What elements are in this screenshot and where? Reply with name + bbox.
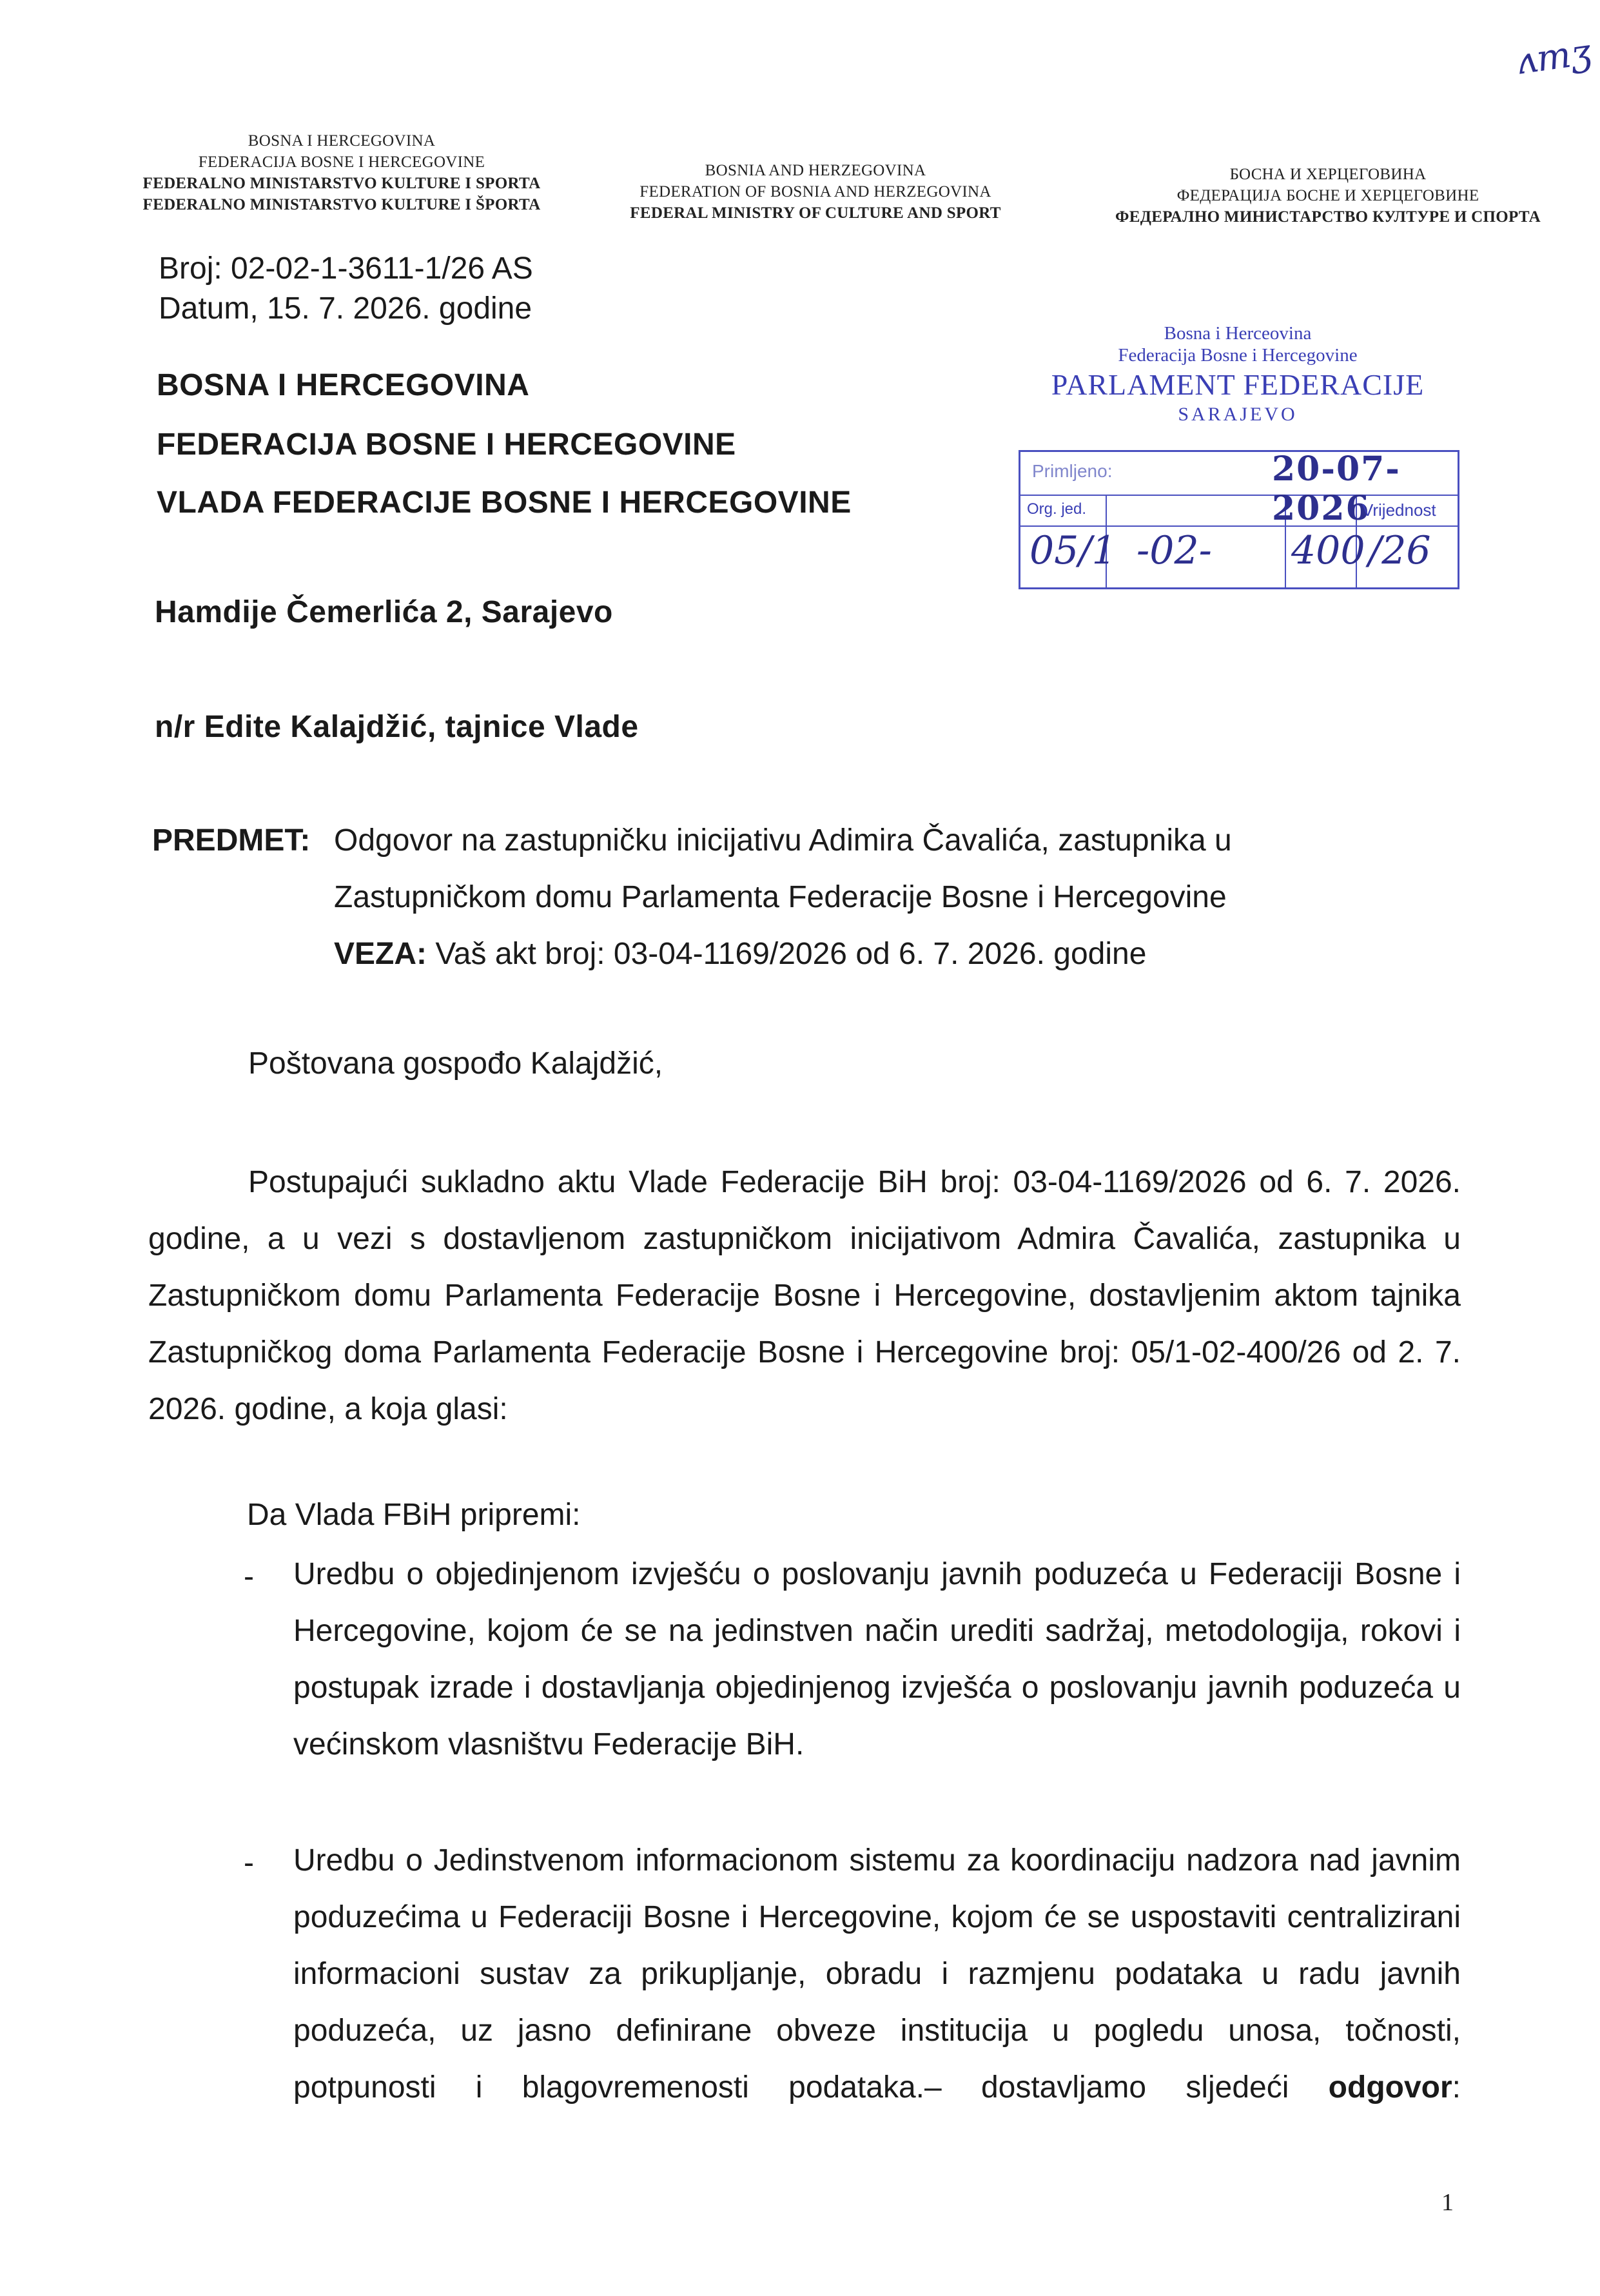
page-number: 1 [1441,2189,1454,2216]
header-center-line-1: BOSNIA AND HERZEGOVINA [705,162,926,179]
subject-veza-text: Vaš akt broj: 03-04-1169/2026 od 6. 7. 2026. godine [435,937,1147,971]
subject-line-2: Zastupničkom domu Parlamenta Federacije Bosne i Hercegovine [334,880,1227,914]
header-left [97,130,587,215]
header-center-line-2: FEDERATION OF BOSNIA AND HERZEGOVINA [639,183,991,201]
header-right-line-1: БОСНА И ХЕРЦЕГОВИНА [1229,166,1427,183]
header-center [593,160,1038,224]
recipient-attention: n/r Edite Kalajdžić, tajnice Vlade [155,710,639,744]
recipient-line-3: VLADA FEDERACIJE BOSNE I HERCEGOVINE [157,486,852,520]
bullet-1: Uredbu o objedinjenom izvješću o poslovanju javnih poduzeća u Federaciji Bosne i Hercegovine, kojom će se na jedinstven način urediti sadržaj, metodologija, rokovi i postupak izrade i dostavljanja objedinjenog izvješća o poslovanju javnih poduzeća u većinskom vlasništvu Federacije BiH. [293,1557,1461,1761]
subject-veza-label: VEZA: [334,937,427,971]
handwritten-initials: ʌmʒ [1514,31,1594,83]
header-right-line-3: ФЕДЕРАЛНО МИНИСТАРСТВО КУЛТУРЕ И СПОРТА [1115,208,1541,226]
recipient-line-2: FEDERACIJA BOSNE I HERCEGOVINE [157,427,736,462]
bullet-2-colon: : [1452,2070,1461,2105]
stamp-reg-year: /26 [1369,528,1431,573]
reference-date: Datum, 15. 7. 2026. godine [159,291,532,326]
header-left-line-2: FEDERACIJA BOSNE I HERCEGOVINE [198,153,485,171]
bullet-2-text: Uredbu o Jedinstvenom informacionom sistemu za koordinaciju nadzora nad javnim poduzećima u Federaciji Bosne i Hercegovine, kojom će se uspostaviti centralizirani informacioni sustav za prikupljanje, obradu i razmjenu podataka u radu javnih poduzeća, uz jasno definirane obveze institucija u pogledu unosa, točnosti, potpunosti i blagovremenosti podataka.– dostavljamo sljedeći [293,1843,1461,2105]
stamp-line-1: Bosna i Herceovina [1164,323,1312,344]
recipient-address: Hamdije Čemerlića 2, Sarajevo [155,595,613,629]
stamp-reg-number: 400 [1291,528,1365,573]
bullet-dash-2: - [244,1846,254,1880]
subject-veza [334,936,1146,972]
header-left-line-3: FEDERALNO MINISTARSTVO KULTURE I SPORTA [142,175,541,192]
header-left-line-4: FEDERALNO MINISTARSTVO KULTURE I ŠPORTA [142,196,541,213]
stamp-reg-class: -02- [1137,528,1212,573]
parliament-stamp [1019,322,1457,426]
subject-label: PREDMET: [152,823,311,858]
stamp-received-label: Primljeno: [1032,461,1113,481]
header-right-line-2: ФЕДЕРАЦИЈА БОСНЕ И ХЕРЦЕГОВИНЕ [1176,187,1479,204]
bullet-dash-1: - [244,1560,254,1594]
stamp-org-label: Org. jed. [1027,500,1087,518]
stamp-value-label: Vrijednost [1362,500,1436,520]
stamp-received-date: 20-07-2026 [1272,449,1401,528]
header-right [1077,164,1579,228]
stamp-title: PARLAMENT FEDERACIJE [1051,368,1425,401]
salutation: Poštovana gospođo Kalajdžić, [248,1046,663,1081]
bullet-2-bold-tail: odgovor [1328,2070,1452,2105]
reference-number: Broj: 02-02-1-3611-1/26 AS [159,251,533,286]
stamp-box [1019,450,1459,589]
reference-block [159,249,533,329]
subject-line-1: Odgovor na zastupničku inicijativu Adimira Čavalića, zastupnika u [334,823,1232,858]
bullet-2 [293,1832,1461,2116]
stamp-line-2: Federacija Bosne i Hercegovine [1118,345,1358,366]
initiative-intro: Da Vlada FBiH pripremi: [247,1498,581,1532]
stamp-city: SARAJEVO [1178,404,1298,425]
header-left-line-1: BOSNA I HERCEGOVINA [248,132,436,150]
stamp-reg-org: 05/1 [1029,528,1117,573]
header-center-line-3: FEDERAL MINISTRY OF CULTURE AND SPORT [630,204,1001,222]
paragraph-1: Postupajući sukladno aktu Vlade Federacije BiH broj: 03-04-1169/2026 od 6. 7. 2026. godine, a u vezi s dostavljenom zastupničkom inicijativom Admira Čavalića, zastupnika u Zastupničkom domu Parlamenta Federacije Bosne i Hercegovine, dostavljenim aktom tajnika Zastupničkog doma Parlamenta Federacije Bosne i Hercegovine broj: 05/1-02-400/26 od 2. 7. 2026. godine, a koja glasi: [148,1165,1461,1426]
recipient-line-1: BOSNA I HERCEGOVINA [157,368,530,402]
